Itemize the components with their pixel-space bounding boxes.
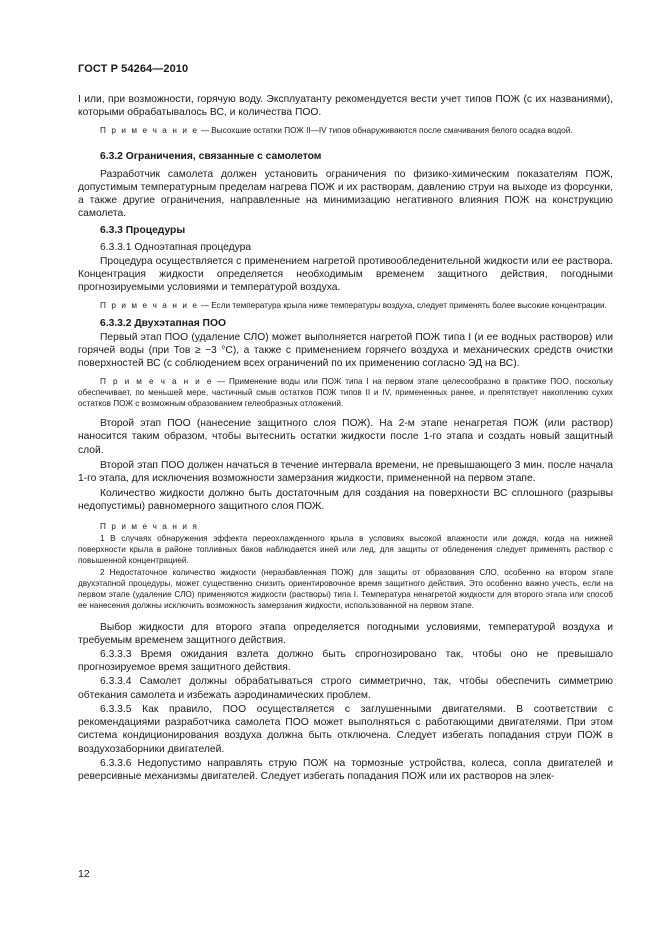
note-text: — Высохшие остатки ПОЖ II—IV типов обнаруживаются после смачивания белого осадка водой.	[198, 126, 573, 136]
standard-header: ГОСТ Р 54264—2010	[78, 63, 189, 75]
paragraph: Первый этап ПОО (удаление СЛО) может выполняется нагретой ПОЖ типа I (и ее водных растворов) или горячей воды (при Тов ≥ −3 °С), а также с применением горячего воздуха и механических средств очистки поверхностей ВС (с соблюдением всех ограничений по их применению согласно ЭД на ВС).	[78, 331, 613, 370]
note-label: П р и м е ч а н и е	[100, 377, 213, 387]
paragraph: Количество жидкости должно быть достаточным для создания на поверхности ВС сплошного (разрывы недопустимы) равномерного защитного слоя ПОЖ.	[78, 488, 613, 513]
note-text: — Применение воды или ПОЖ типа I на первом этапе целесообразно в практике ПОО, поскольку обеспечивает, по меньшей мере, частичный смыв остатков ПОЖ типов II и IV, примененных ранее, и препятствует накоплению сухих остатков ПОЖ с возможным образованием гелеобразных отложений.	[78, 377, 613, 409]
section-heading-6-3-2: 6.3.2 Ограничения, связанные с самолетом	[100, 151, 322, 163]
paragraph-6-3-3-6: 6.3.3.6 Недопустимо направлять струю ПОЖ на тормозные устройства, колеса, сопла двигателей и реверсивные механизмы двигателей. Следует избегать попадания ПОЖ или их растворов на элек-	[78, 757, 613, 782]
note-2	[78, 300, 613, 311]
note-text: — Если температура крыла ниже температуры воздуха, следует применять более высокие концентрации.	[198, 301, 607, 311]
note-1	[78, 125, 613, 136]
paragraph: Второй этап ПОО (нанесение защитного слоя ПОЖ). На 2-м этапе ненагретая ПОЖ (или раствор) наносится таким образом, чтобы вытеснить остатки жидкости после 1-го этапа и создать новый защитный слой.	[78, 418, 613, 456]
paragraph: Процедура осуществляется с применением нагретой противообледенительной жидкости или ее раствора. Концентрация жидкости определяется необходимым временем защитного действия, погодными прогнозируемыми условиями и температурой воздуха.	[78, 255, 613, 294]
section-heading-6-3-3: 6.3.3 Процедуры	[100, 225, 186, 237]
paragraph-6-3-3-4: 6.3.3.4 Самолет должны обрабатываться строго симметрично, так, чтобы обеспечить симметрию обтекания самолета и избежать аэродинамических проблем.	[78, 676, 613, 701]
note-3	[78, 376, 613, 409]
paragraph-6-3-3-3: 6.3.3.3 Время ожидания взлета должно быть спрогнозировано так, чтобы оно не превышало прогнозируемое время защитного действия.	[78, 649, 613, 674]
page-content	[78, 93, 613, 783]
paragraph: Разработчик самолета должен установить ограничения по физико-химическим показателям ПОЖ, допустимым температурным пределам нагрева ПОЖ и их растворам, давлению струи на выходе из форсунки, а также другие ограничения, направленные на минимизацию негативного влияния ПОЖ на конструкцию самолета.	[78, 168, 613, 220]
notes-label: П р и м е ч а н и я	[100, 521, 199, 531]
note-item-2: 2 Недостаточное количество жидкости (неразбавленная ПОЖ) для защиты от образования СЛО, особенно на втором этапе двухэтапной процедуры, может существенно снизить ориентировочное время защитного действия. Это особенно важно учесть, если на первом этапе (удаление СЛО) применяются жидкости (растворы) типа I. Температура ненагретой жидкости для второго этапа или способ ее нанесения должны исключить возможность замерзания жидкости, использованной на первом этапе.	[78, 567, 613, 610]
paragraph-6-3-3-5: 6.3.3.5 Как правило, ПОО осуществляется с заглушенными двигателями. В соответствии с рекомендациями разработчика самолета ПОО может выполняться с работающими двигателями. При этом система кондиционирования воздуха должна быть отключена. Следует избегать попадания струи ПОЖ в воздухозаборники двигателей.	[78, 703, 613, 755]
paragraph-continuation: I или, при возможности, горячую воду. Эксплуатанту рекомендуется вести учет типов ПОЖ (с их названиями), которыми обрабатывалось ВС, и количества ПОО.	[78, 94, 613, 119]
page-number: 12	[78, 868, 90, 880]
notes-heading	[78, 521, 613, 532]
note-item-1: 1 В случаях обнаружения эффекта переохлажденного крыла в условиях высокой влажности или дождя, когда на нижней поверхности крыла в районе топливных баков наблюдается иней или лед, для защиты от обледенения следует применять раствор с повышенной концентрацией.	[78, 533, 613, 565]
subsection-heading-6-3-3-2: 6.3.3.2 Двухэтапная ПОО	[100, 318, 226, 330]
paragraph: Второй этап ПОО должен начаться в течение интервала времени, не превышающего 3 мин. после начала 1-го этапа, для исключения возможности замерзания жидкости, примененной на первом этапе.	[78, 459, 613, 485]
paragraph: Выбор жидкости для второго этапа определяется погодными условиями, температурой воздуха и требуемым временем защитного действия.	[78, 621, 613, 646]
note-label: П р и м е ч а н и е	[100, 301, 199, 311]
subsection-heading-6-3-3-1: 6.3.3.1 Одноэтапная процедура	[100, 241, 252, 253]
note-label: П р и м е ч а н и е	[100, 126, 199, 136]
